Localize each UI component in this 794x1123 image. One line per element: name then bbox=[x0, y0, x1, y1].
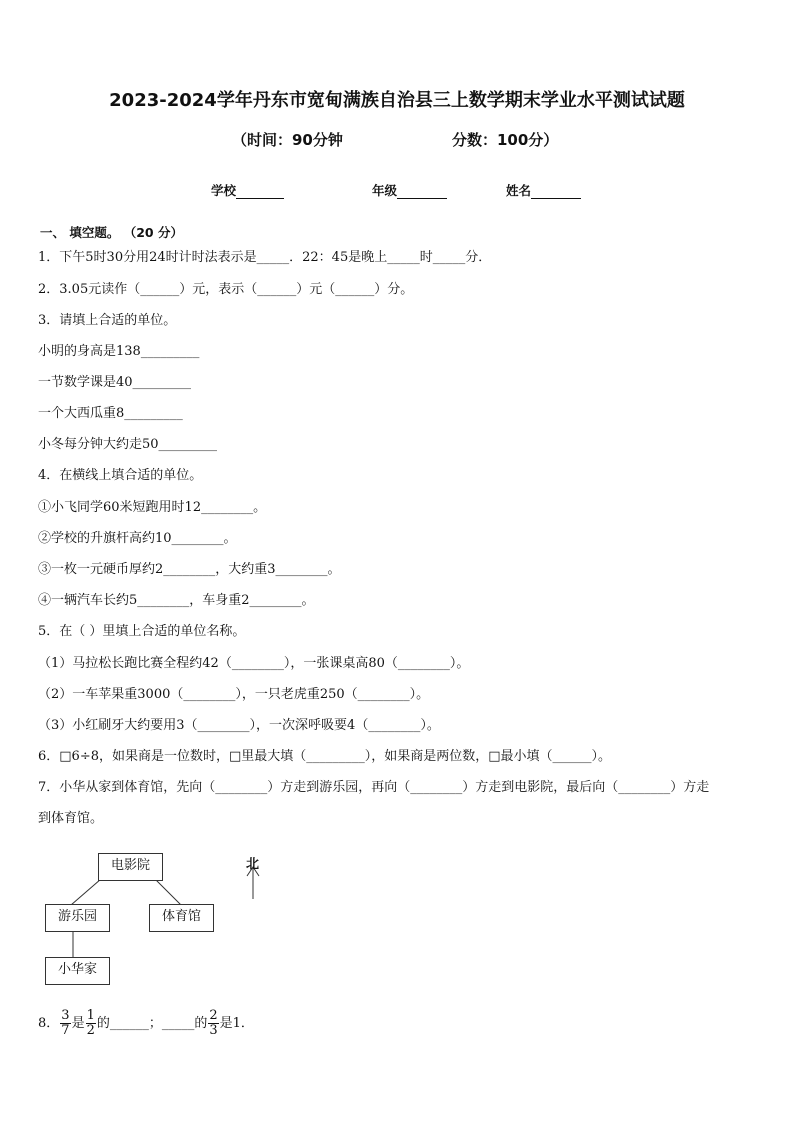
question-7-line1: 7．小华从家到体育馆，先向（________）方走到游乐园，再向（________）方走到电影院，最后向（________）方走 bbox=[38, 780, 710, 795]
q8-end: 是1． bbox=[219, 1016, 254, 1031]
question-8 bbox=[38, 1004, 254, 1044]
gym-box: 体育馆 bbox=[149, 904, 214, 932]
name-blank bbox=[531, 184, 581, 199]
school-label: 学校 bbox=[211, 183, 237, 198]
school-blank bbox=[236, 184, 284, 199]
question-4-item: ④一辆汽车长约5________，车身重2________。 bbox=[38, 593, 315, 608]
question-3-item: 小明的身高是138_________ bbox=[38, 344, 200, 359]
question-7-line2: 到体育馆。 bbox=[38, 811, 104, 826]
section-heading: 一、 填空题。 （20 分） bbox=[40, 225, 183, 240]
question-4-item: ②学校的升旗杆高约10________。 bbox=[38, 531, 237, 546]
question-1: 1．下午5时30分用24时计时法表示是_____．22：45是晚上_____时_____分． bbox=[38, 250, 492, 265]
grade-field bbox=[372, 181, 447, 199]
q8-prefix: 8． bbox=[38, 1016, 60, 1031]
question-3-item: 一个大西瓜重8_________ bbox=[38, 406, 183, 421]
park-box: 游乐园 bbox=[45, 904, 110, 932]
fraction-numerator: 1 bbox=[86, 1008, 95, 1023]
question-3-item: 小冬每分钟大约走50_________ bbox=[38, 437, 218, 452]
fraction-denominator: 2 bbox=[86, 1023, 95, 1038]
question-4-item: ①小飞同学60米短跑用时12________。 bbox=[38, 500, 267, 515]
fraction-denominator: 7 bbox=[61, 1023, 70, 1038]
question-3-item: 一节数学课是40_________ bbox=[38, 375, 192, 390]
question-4-stem: 4．在横线上填合适的单位。 bbox=[38, 468, 203, 483]
name-label: 姓名 bbox=[506, 183, 532, 198]
question-6: 6．□6÷8，如果商是一位数时，□里最大填（_________），如果商是两位数，□最小填（______）。 bbox=[38, 749, 612, 764]
grade-blank bbox=[397, 184, 447, 199]
fraction-3-7 bbox=[60, 1009, 70, 1038]
score-label: 分数：100分） bbox=[452, 131, 559, 149]
connector-line bbox=[155, 879, 181, 905]
cinema-box: 电影院 bbox=[98, 853, 163, 881]
question-2: 2．3.05元读作（______）元，表示（______）元（______）分。 bbox=[38, 282, 414, 297]
name-field bbox=[506, 181, 581, 199]
question-4-item: ③一枚一元硬币厚约2________，大约重3________。 bbox=[38, 562, 341, 577]
connector-line bbox=[71, 879, 101, 905]
fraction-denominator: 3 bbox=[209, 1023, 218, 1038]
fraction-1-2 bbox=[86, 1009, 96, 1038]
question-5-stem: 5．在（ ）里填上合适的单位名称。 bbox=[38, 624, 246, 639]
fraction-2-3 bbox=[208, 1009, 218, 1038]
question-3-stem: 3．请填上合适的单位。 bbox=[38, 313, 177, 328]
question-5-item: （2）一车苹果重3000（________），一只老虎重250（________）。 bbox=[38, 687, 430, 702]
time-label: （时间：90分钟 bbox=[232, 131, 343, 149]
north-label: 北 bbox=[246, 857, 260, 872]
page-title: 2023-2024学年丹东市宽甸满族自治县三上数学期末学业水平测试试题 bbox=[109, 90, 685, 111]
question-5-item: （3）小红刷牙大约要用3（________），一次深呼吸要4（________）。 bbox=[38, 718, 440, 733]
q8-mid: 的______；_____的 bbox=[96, 1016, 208, 1031]
home-box: 小华家 bbox=[45, 957, 110, 985]
grade-label: 年级 bbox=[372, 183, 398, 198]
q8-is: 是 bbox=[71, 1016, 85, 1031]
fraction-numerator: 3 bbox=[61, 1008, 70, 1023]
fraction-numerator: 2 bbox=[209, 1008, 218, 1023]
school-field bbox=[211, 181, 284, 199]
question-5-item: （1）马拉松长跑比赛全程约42（________），一张课桌高80（________）。 bbox=[38, 656, 470, 671]
